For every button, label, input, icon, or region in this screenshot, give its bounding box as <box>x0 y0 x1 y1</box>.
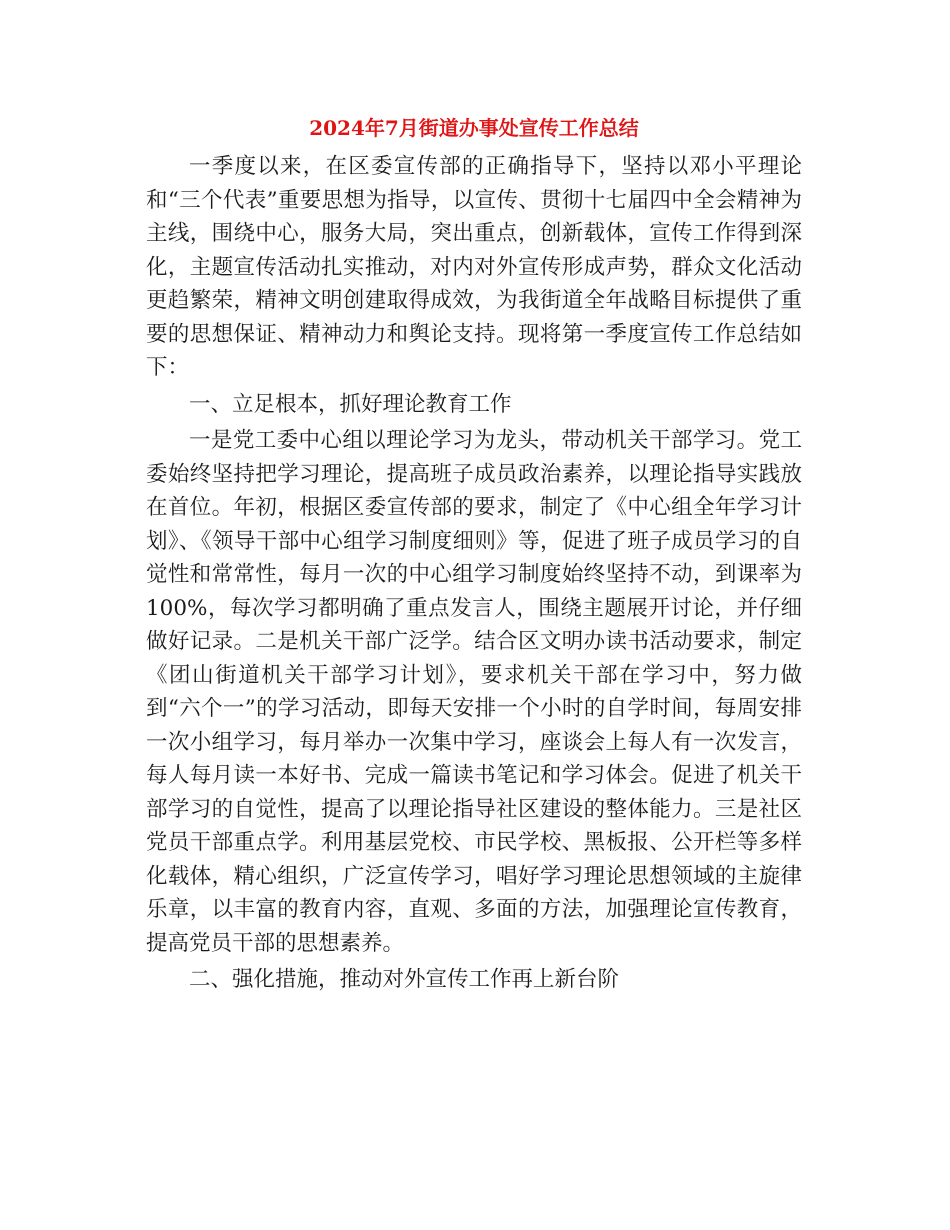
intro-paragraph: 一季度以来，在区委宣传部的正确指导下，坚持以邓小平理论和“三个代表”重要思想为指导，以宣传、贯彻十七届四中全会精神为主线，围绕中心，服务大局，突出重点，创新载体，宣传工作得到深化，主题宣传活动扎实推动，对内对外宣传形成声势，群众文化活动更趋繁荣，精神文明创建取得成效，为我街道全年战略目标提供了重要的思想保证、精神动力和舆论支持。现将第一季度宣传工作总结如下： <box>146 154 802 380</box>
section-heading-1: 一、立足根本，抓好理论教育工作 <box>189 391 512 417</box>
document-title: 2024年7月街道办事处宣传工作总结 <box>309 116 639 140</box>
section-heading-2: 二、强化措施，推动对外宣传工作再上新台阶 <box>189 967 620 992</box>
document-page <box>146 108 802 1000</box>
body-paragraph: 一是党工委中心组以理论学习为龙头，带动机关干部学习。党工委始终坚持把学习理论，提高班子成员政治素养，以理论指导实践放在首位。年初，根据区委宣传部的要求，制定了《中心组全年学习计划》、《领导干部中心组学习制度细则》等，促进了班子成员学习的自觉性和常常性，每月一次的中心组学习制度始终坚持不动，到课率为100%，每次学习都明确了重点发言人，围绕主题展开讨论，并仔细做好记录。二是机关干部广泛学。结合区文明办读书活动要求，制定《团山街道机关干部学习计划》，要求机关干部在学习中，努力做到“六个一”的学习活动，即每天安排一个小时的自学时间，每周安排一次小组学习，每月举办一次集中学习，座谈会上每人有一次发言，每人每月读一本好书、完成一篇读书笔记和学习体会。促进了机关干部学习的自觉性，提高了以理论指导社区建设的整体能力。三是社区党员干部重点学。利用基层党校、市民学校、黑板报、公开栏等多样化载体，精心组织，广泛宣传学习，唱好学习理论思想领域的主旋律乐章，以丰富的教育内容，直观、多面的方法，加强理论宣传教育，提高党员干部的思想素养。 <box>146 428 802 956</box>
